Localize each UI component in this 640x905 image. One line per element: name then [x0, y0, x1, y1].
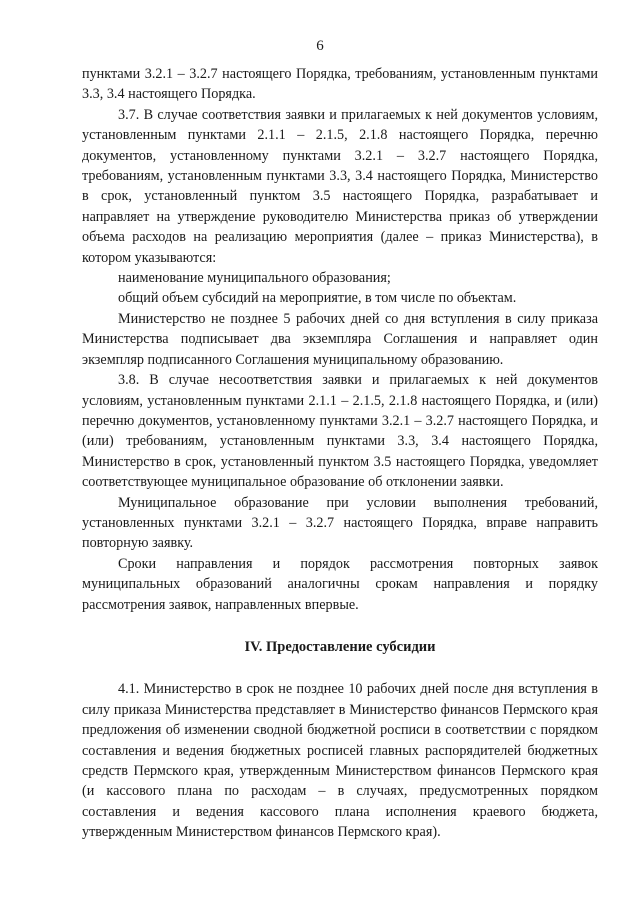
- section-heading: IV. Предоставление субсидии: [244, 638, 436, 655]
- paragraph-list-item-subsidy-volume: общий объем субсидий на мероприятие, в том числе по объектам.: [118, 290, 517, 307]
- paragraph-3-7: 3.7. В случае соответствия заявки и прилагаемых к ней документов условиям, установленным пунктами 2.1.1 – 2.1.5, 2.1.8 настоящего Порядка, перечню документов, установленному пунктами 3.2.1 – 3.2.7 настоящего Порядка, требованиям, установленным пунктами 3.3, 3.4 настоящего Порядка, Министерство в срок, установленный пунктом 3.5 настоящего Порядка, разрабатывает и направляет на утверждение руководителю Министерства приказ об утверждении объема расходов на реализацию мероприятия (далее – приказ Министерства), в котором указываются:: [82, 106, 598, 266]
- paragraph-agreement-signing: Министерство не позднее 5 рабочих дней со дня вступления в силу приказа Министерства подписывает два экземпляра Соглашения и направляет один экземпляр подписанного Соглашения муниципальному образованию.: [82, 310, 598, 368]
- paragraph-4-1: 4.1. Министерство в срок не позднее 10 рабочих дней после дня вступления в силу приказа Министерства представляет в Министерство финансов Пермского края предложения об изменении сводной бюджетной росписи в соответствии с порядком составления и ведения бюджетных росписей главных распорядителей бюджетных средств Пермского края, утвержденным Министерством финансов Пермского края (и кассового плана по расходам – в случаях, предусмотренных порядком составления и ведения кассового плана исполнения краевого бюджета, утвержденным Министерством финансов Пермского края).: [82, 681, 598, 841]
- page-number: 6: [316, 38, 324, 54]
- paragraph-list-item-municipality-name: наименование муниципального образования;: [118, 270, 391, 287]
- document-body: [82, 64, 598, 843]
- paragraph-repeat-application: Муниципальное образование при условии выполнения требований, установленных пунктами 3.2.1 – 3.2.7 настоящего Порядка, вправе направить повторную заявку.: [82, 494, 598, 552]
- paragraph-3-8: 3.8. В случае несоответствия заявки и прилагаемых к ней документов условиям, установленным пунктами 2.1.1 – 2.1.5, 2.1.8 настоящего Порядка, и (или) перечню документов, установленному пунктами 3.2.1 – 3.2.7 настоящего Порядка, и (или) требованиям, установленным пунктами 3.3, 3.4 настоящего Порядка, Министерство в срок, установленный пунктом 3.5 настоящего Порядка, уведомляет соответствующее муниципальное образование об отклонении заявки.: [82, 372, 598, 491]
- paragraph-repeat-deadlines: Сроки направления и порядок рассмотрения повторных заявок муниципальных образований аналогичны срокам направления и порядку рассмотрения заявок, направленных впервые.: [82, 555, 598, 613]
- paragraph-continuation: пунктами 3.2.1 – 3.2.7 настоящего Порядка, требованиям, установленным пунктами 3.3, 3.4 настоящего Порядка.: [82, 66, 598, 103]
